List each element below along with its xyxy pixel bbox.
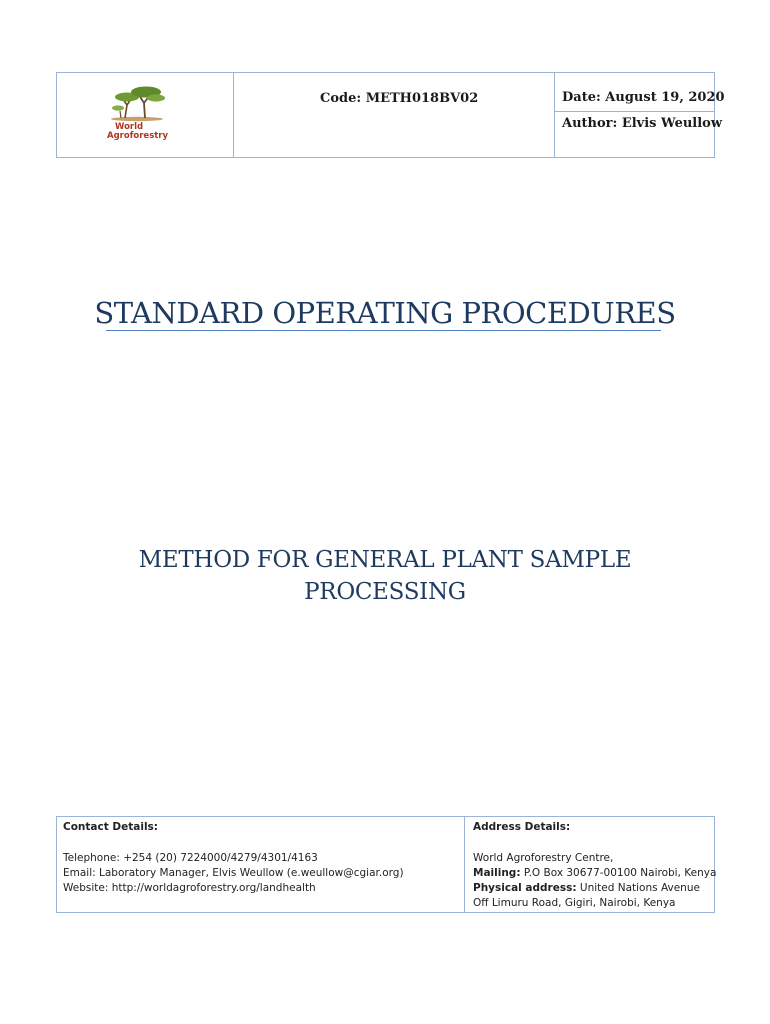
meta-cell <box>555 73 725 157</box>
contact-email: Email: Laboratory Manager, Elvis Weullow (e.weullow@cgiar.org) <box>63 867 404 879</box>
document-code: Code: METH018BV02 <box>320 91 479 106</box>
document-header-table <box>56 72 725 158</box>
document-subtitle <box>110 544 660 608</box>
code-cell <box>234 73 555 157</box>
contact-telephone: Telephone: +254 (20) 7224000/4279/4301/4163 <box>63 852 318 864</box>
date-row <box>555 73 725 112</box>
address-mailing <box>473 866 716 880</box>
page-title: STANDARD OPERATING PROCEDURES <box>94 296 676 330</box>
title-underline <box>106 330 661 331</box>
address-heading: Address Details: <box>473 821 571 833</box>
address-details-cell <box>465 817 717 912</box>
contact-heading: Contact Details: <box>63 821 158 833</box>
logo-wordmark <box>107 123 168 141</box>
mailing-label: Mailing: <box>473 867 521 879</box>
logo-cell <box>57 73 234 157</box>
contact-website: Website: http://worldagroforestry.org/landhealth <box>63 882 316 894</box>
physical-value: United Nations Avenue <box>579 882 700 894</box>
mailing-value: P.O Box 30677-00100 Nairobi, Kenya <box>523 867 717 879</box>
logo-line-1: World <box>115 122 144 132</box>
logo-line-2: Agroforestry <box>107 131 169 141</box>
address-physical <box>473 881 700 895</box>
world-agroforestry-logo <box>107 81 171 143</box>
author-row <box>555 111 723 157</box>
subtitle-line-2: PROCESSING <box>304 579 466 605</box>
address-road: Off Limuru Road, Gigiri, Nairobi, Kenya <box>473 897 676 909</box>
address-centre: World Agroforestry Centre, <box>473 852 614 864</box>
document-date: Date: August 19, 2020 <box>562 90 725 105</box>
contact-details-cell <box>57 817 465 912</box>
document-author: Author: Elvis Weullow <box>562 116 723 131</box>
acacia-tree-logo-icon <box>107 81 171 123</box>
subtitle-line-1: METHOD FOR GENERAL PLANT SAMPLE <box>138 547 632 573</box>
physical-label: Physical address: <box>473 882 577 894</box>
contact-table <box>56 816 715 913</box>
